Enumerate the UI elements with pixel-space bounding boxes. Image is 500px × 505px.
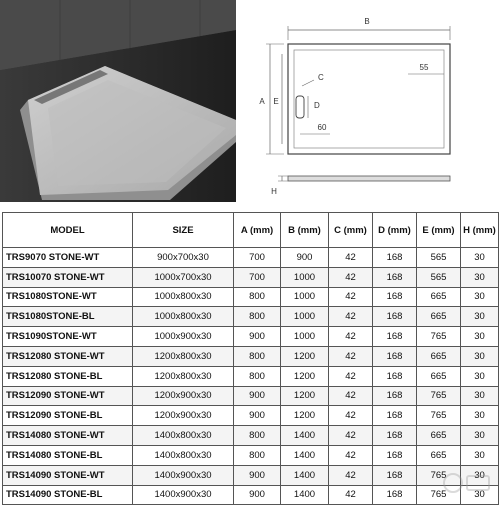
table-cell: 30 xyxy=(461,287,499,307)
header-a: A (mm) xyxy=(234,213,281,248)
table-cell: 168 xyxy=(373,406,417,426)
table-cell: 900x700x30 xyxy=(133,248,234,268)
table-row xyxy=(3,426,499,446)
product-photo xyxy=(0,0,236,202)
shower-tray-photo xyxy=(0,0,236,202)
table-cell: 765 xyxy=(417,386,461,406)
table-cell: 168 xyxy=(373,267,417,287)
cell-model: TRS12090 STONE-BL xyxy=(3,406,133,426)
table-cell: 1400x800x30 xyxy=(133,445,234,465)
label-b: B xyxy=(364,17,370,26)
table-cell: 30 xyxy=(461,386,499,406)
table-cell: 30 xyxy=(461,327,499,347)
table-cell: 30 xyxy=(461,406,499,426)
label-h: H xyxy=(271,187,277,196)
table-cell: 1200x800x30 xyxy=(133,346,234,366)
table-row xyxy=(3,485,499,505)
table-cell: 42 xyxy=(329,485,373,505)
table-cell: 1000x700x30 xyxy=(133,267,234,287)
table-cell: 168 xyxy=(373,307,417,327)
table-cell: 42 xyxy=(329,267,373,287)
tray-outline xyxy=(288,44,450,154)
table-cell: 800 xyxy=(234,346,281,366)
header-d: D (mm) xyxy=(373,213,417,248)
table-cell: 565 xyxy=(417,248,461,268)
table-cell: 665 xyxy=(417,287,461,307)
table-cell: 1200x900x30 xyxy=(133,386,234,406)
technical-drawing xyxy=(238,0,500,202)
cell-model: TRS14080 STONE-WT xyxy=(3,426,133,446)
table-cell: 1200x800x30 xyxy=(133,366,234,386)
table-cell: 168 xyxy=(373,386,417,406)
table-header-row xyxy=(3,213,499,248)
label-55: 55 xyxy=(419,63,429,72)
cell-model: TRS12090 STONE-WT xyxy=(3,386,133,406)
watermark-logo xyxy=(443,470,493,496)
table-cell: 1000 xyxy=(281,327,329,347)
table-cell: 168 xyxy=(373,426,417,446)
header-e: E (mm) xyxy=(417,213,461,248)
table-cell: 1400x900x30 xyxy=(133,485,234,505)
tray-profile xyxy=(288,176,450,181)
cell-model: TRS14080 STONE-BL xyxy=(3,445,133,465)
table-cell: 30 xyxy=(461,307,499,327)
cell-model: TRS10070 STONE-WT xyxy=(3,267,133,287)
table-cell: 900 xyxy=(234,327,281,347)
header-size: SIZE xyxy=(133,213,234,248)
table-cell: 168 xyxy=(373,485,417,505)
table-cell: 42 xyxy=(329,445,373,465)
label-60: 60 xyxy=(317,123,327,132)
table-row xyxy=(3,346,499,366)
cell-model: TRS1090STONE-WT xyxy=(3,327,133,347)
table-cell: 168 xyxy=(373,287,417,307)
table-cell: 30 xyxy=(461,248,499,268)
header-b: B (mm) xyxy=(281,213,329,248)
table-cell: 800 xyxy=(234,426,281,446)
table-row xyxy=(3,287,499,307)
table-row xyxy=(3,366,499,386)
label-a: A xyxy=(259,97,265,106)
table-cell: 665 xyxy=(417,426,461,446)
dimension-diagram xyxy=(238,0,500,202)
table-cell: 168 xyxy=(373,346,417,366)
table-cell: 1200 xyxy=(281,406,329,426)
table-cell: 1200 xyxy=(281,366,329,386)
table-cell: 168 xyxy=(373,248,417,268)
table-cell: 800 xyxy=(234,287,281,307)
cell-model: TRS12080 STONE-BL xyxy=(3,366,133,386)
table-cell: 1000x800x30 xyxy=(133,287,234,307)
table-cell: 1000 xyxy=(281,287,329,307)
header-model: MODEL xyxy=(3,213,133,248)
table-cell: 800 xyxy=(234,366,281,386)
table-cell: 765 xyxy=(417,485,461,505)
table-cell: 900 xyxy=(234,406,281,426)
table-cell: 1400 xyxy=(281,465,329,485)
table-cell: 1400 xyxy=(281,426,329,446)
header-c: C (mm) xyxy=(329,213,373,248)
drain-slot xyxy=(296,96,304,118)
table-cell: 30 xyxy=(461,465,499,485)
table-cell: 42 xyxy=(329,287,373,307)
table-cell: 765 xyxy=(417,327,461,347)
table-cell: 42 xyxy=(329,386,373,406)
table-cell: 168 xyxy=(373,366,417,386)
table-cell: 1000 xyxy=(281,307,329,327)
table-row xyxy=(3,307,499,327)
cell-model: TRS14090 STONE-BL xyxy=(3,485,133,505)
table-cell: 168 xyxy=(373,465,417,485)
table-cell: 30 xyxy=(461,267,499,287)
table-cell: 565 xyxy=(417,267,461,287)
table-cell: 800 xyxy=(234,445,281,465)
table-cell: 700 xyxy=(234,267,281,287)
table-cell: 765 xyxy=(417,406,461,426)
table-cell: 900 xyxy=(281,248,329,268)
table-cell: 30 xyxy=(461,445,499,465)
table-cell: 1000 xyxy=(281,267,329,287)
table-row xyxy=(3,327,499,347)
spec-table xyxy=(2,212,499,505)
table-cell: 168 xyxy=(373,445,417,465)
table-cell: 30 xyxy=(461,366,499,386)
header-h: H (mm) xyxy=(461,213,499,248)
table-cell: 1200x900x30 xyxy=(133,406,234,426)
label-c: C xyxy=(318,73,324,82)
table-body xyxy=(3,248,499,505)
table-row xyxy=(3,386,499,406)
table-row xyxy=(3,248,499,268)
table-cell: 765 xyxy=(417,465,461,485)
cell-model: TRS9070 STONE-WT xyxy=(3,248,133,268)
table-cell: 1200 xyxy=(281,346,329,366)
table-cell: 665 xyxy=(417,307,461,327)
table-row xyxy=(3,267,499,287)
table-cell: 1000x900x30 xyxy=(133,327,234,347)
table-cell: 900 xyxy=(234,465,281,485)
table-cell: 1400x800x30 xyxy=(133,426,234,446)
table-cell: 700 xyxy=(234,248,281,268)
label-e: E xyxy=(273,97,279,106)
table-cell: 42 xyxy=(329,465,373,485)
table-cell: 30 xyxy=(461,346,499,366)
table-cell: 30 xyxy=(461,426,499,446)
table-cell: 1000x800x30 xyxy=(133,307,234,327)
table-cell: 1400 xyxy=(281,445,329,465)
table-cell: 665 xyxy=(417,366,461,386)
table-row xyxy=(3,406,499,426)
table-row xyxy=(3,465,499,485)
cell-model: TRS1080STONE-WT xyxy=(3,287,133,307)
table-cell: 665 xyxy=(417,445,461,465)
table-cell: 665 xyxy=(417,346,461,366)
table-cell: 1200 xyxy=(281,386,329,406)
table-cell: 168 xyxy=(373,327,417,347)
cell-model: TRS1080STONE-BL xyxy=(3,307,133,327)
table-cell: 42 xyxy=(329,248,373,268)
table-cell: 42 xyxy=(329,346,373,366)
table-cell: 42 xyxy=(329,307,373,327)
table-row xyxy=(3,445,499,465)
cell-model: TRS14090 STONE-WT xyxy=(3,465,133,485)
table-cell: 30 xyxy=(461,485,499,505)
table-cell: 42 xyxy=(329,327,373,347)
table-cell: 800 xyxy=(234,307,281,327)
table-cell: 1400x900x30 xyxy=(133,465,234,485)
table-cell: 1400 xyxy=(281,485,329,505)
table-cell: 900 xyxy=(234,485,281,505)
table-cell: 900 xyxy=(234,386,281,406)
table-cell: 42 xyxy=(329,406,373,426)
cell-model: TRS12080 STONE-WT xyxy=(3,346,133,366)
table-cell: 42 xyxy=(329,366,373,386)
table-cell: 42 xyxy=(329,426,373,446)
label-d: D xyxy=(314,101,320,110)
